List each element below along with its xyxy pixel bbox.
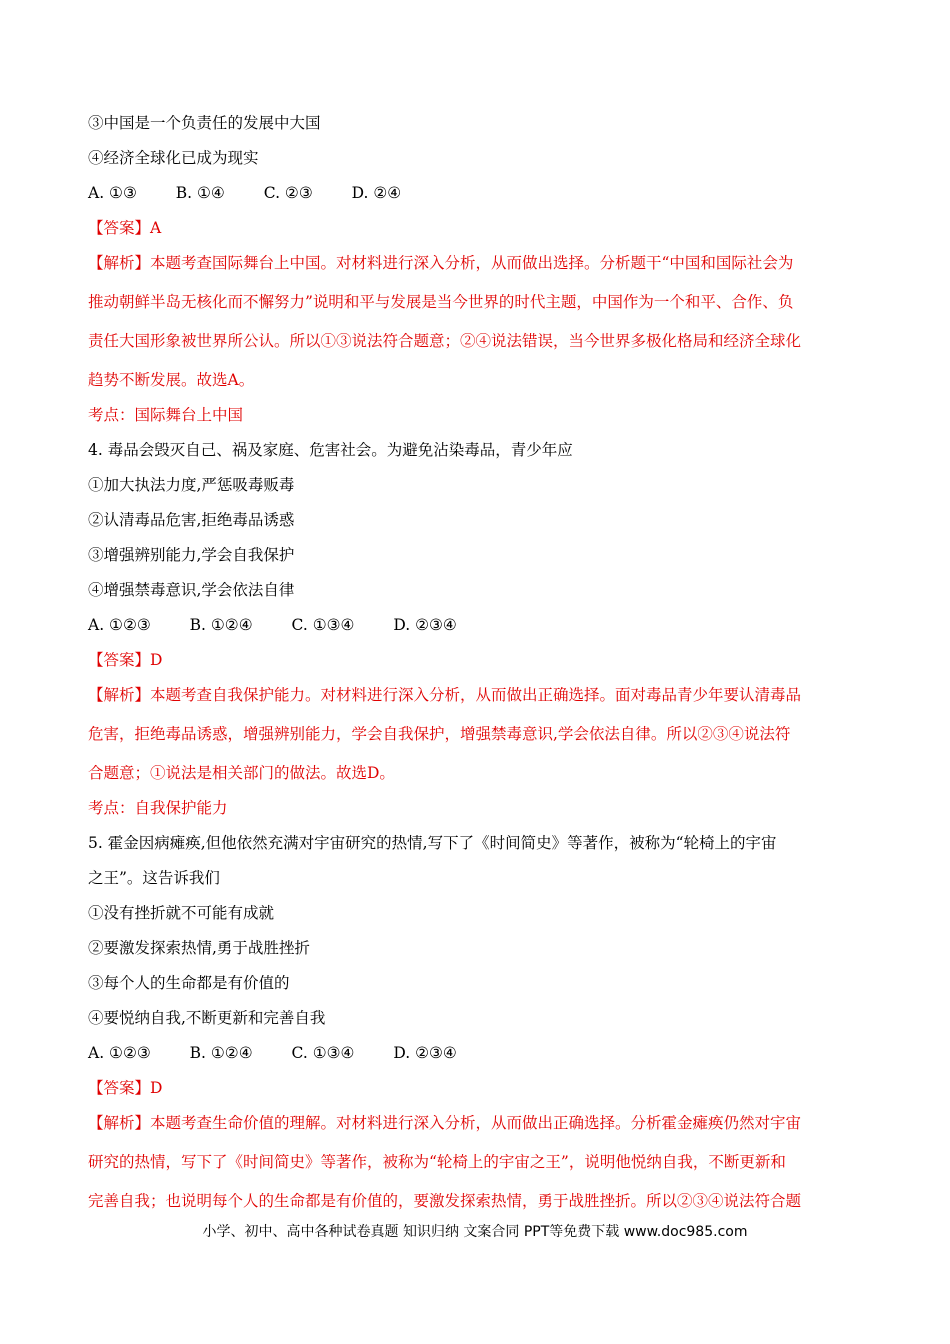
q5-analysis-line: 完善自我；也说明每个人的生命都是有价值的，要激发探索热情，勇于战胜挫折。所以②③④说法符合题 (88, 1192, 802, 1210)
q4-answer: 【答案】D (88, 651, 163, 669)
q4-point: 考点：自我保护能力 (88, 799, 228, 817)
q5-choice-b: B. ①②④ (189, 1044, 253, 1062)
q4-analysis-line: 合题意；①说法是相关部门的做法。故选D。 (88, 764, 395, 782)
q5-choice-c: C. ①③④ (291, 1044, 355, 1062)
q3-answer: 【答案】A (88, 219, 162, 237)
q3-choice-c: C. ②③ (263, 184, 313, 202)
q4-choice-a: A. ①②③ (88, 616, 151, 634)
q4-option-3: ③增强辨别能力,学会自我保护 (88, 546, 295, 564)
q3-option-3: ③中国是一个负责任的发展中大国 (88, 114, 321, 132)
q3-option-4: ④经济全球化已成为现实 (88, 149, 259, 167)
q4-option-1: ①加大执法力度,严惩吸毒贩毒 (88, 476, 295, 494)
q4-choice-b: B. ①②④ (189, 616, 253, 634)
q5-choices (88, 1043, 868, 1063)
q5-analysis-line: 研究的热情，写下了《时间简史》等著作，被称为“轮椅上的宇宙之王”，说明他悦纳自我，不断更新和 (88, 1153, 786, 1171)
q3-choice-b: B. ①④ (175, 184, 225, 202)
q3-analysis-line: 推动朝鲜半岛无核化而不懈努力”说明和平与发展是当今世界的时代主题，中国作为一个和平、合作、负 (88, 293, 794, 311)
q3-choice-a: A. ①③ (88, 184, 137, 202)
q5-analysis (88, 1113, 868, 1211)
q5-option-2: ②要激发探索热情,勇于战胜挫折 (88, 939, 310, 957)
q4-choice-c: C. ①③④ (291, 616, 355, 634)
q4-analysis-line: 危害，拒绝毒品诱惑，增强辨别能力，学会自我保护，增强禁毒意识,学会依法自律。所以②③④说法符 (88, 725, 791, 743)
q5-choice-a: A. ①②③ (88, 1044, 151, 1062)
q5-option-4: ④要悦纳自我,不断更新和完善自我 (88, 1009, 326, 1027)
q3-analysis-line: 趋势不断发展。故选A。 (88, 371, 255, 389)
q3-choice-d: D. ②④ (351, 184, 402, 202)
q5-choice-d: D. ②③④ (393, 1044, 457, 1062)
q5-stem: 5. 霍金因病瘫痪,但他依然充满对宇宙研究的热情,写下了《时间简史》等著作，被称为“轮椅上的宇宙 (88, 834, 777, 852)
q4-choice-d: D. ②③④ (393, 616, 457, 634)
page-footer: 小学、初中、高中各种试卷真题 知识归纳 文案合同 PPT等免费下载 www.doc985.com (202, 1224, 748, 1240)
q4-analysis-line: 【解析】本题考查自我保护能力。对材料进行深入分析，从而做出正确选择。面对毒品青少年要认清毒品 (88, 686, 802, 704)
q5-analysis-line: 【解析】本题考查生命价值的理解。对材料进行深入分析，从而做出正确选择。分析霍金瘫痪仍然对宇宙 (88, 1114, 802, 1132)
q5-option-3: ③每个人的生命都是有价值的 (88, 974, 290, 992)
q4-option-2: ②认清毒品危害,拒绝毒品诱惑 (88, 511, 295, 529)
q4-option-4: ④增强禁毒意识,学会依法自律 (88, 581, 295, 599)
q4-choices (88, 615, 868, 635)
q5-option-1: ①没有挫折就不可能有成就 (88, 904, 275, 922)
q3-analysis-line: 【解析】本题考查国际舞台上中国。对材料进行深入分析，从而做出选择。分析题干“中国和国际社会为 (88, 254, 794, 272)
q3-analysis (88, 253, 868, 390)
q3-analysis-line: 责任大国形象被世界所公认。所以①③说法符合题意；②④说法错误，当今世界多极化格局和经济全球化 (88, 332, 802, 350)
q3-choices (88, 183, 868, 203)
q5-answer: 【答案】D (88, 1079, 163, 1097)
q3-point: 考点：国际舞台上中国 (88, 406, 244, 424)
q4-analysis (88, 685, 868, 783)
question-content (88, 113, 868, 1230)
q5-stem-continued: 之王”。这告诉我们 (88, 869, 220, 887)
q4-stem: 4. 毒品会毁灭自己、祸及家庭、危害社会。为避免沾染毒品，青少年应 (88, 441, 573, 459)
